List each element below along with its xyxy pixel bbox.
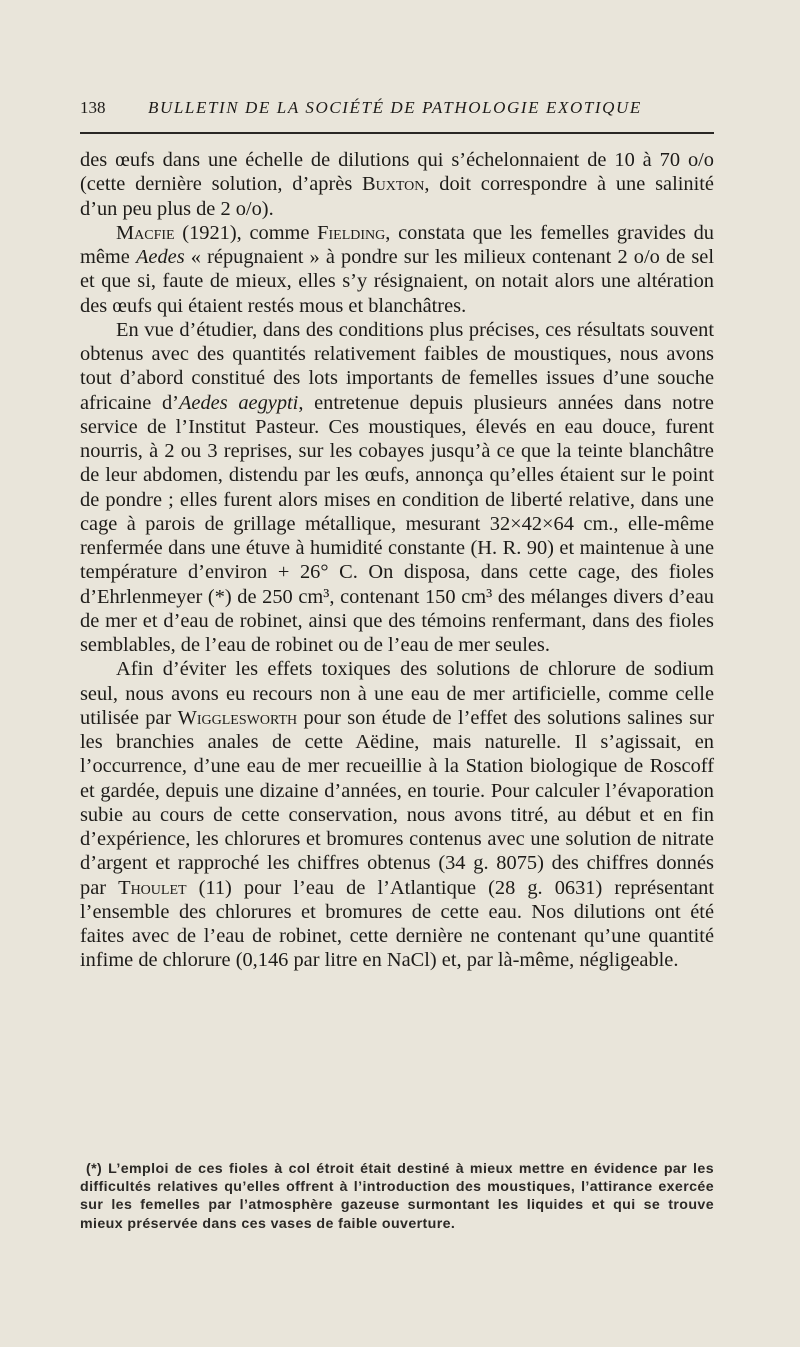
paragraph-2 [80,221,714,318]
p4-text-c: (11) pour l’eau de l’Atlantique (28 g. 0631) représentant l’ensemble des chlorures et bromures de cette eau. Nos dilutions ont été faites avec de l’eau de robinet, cette dernière ne contenant qu’une quantité infime de chlorure (0,146 par litre en NaCl) et, par là-même, négligeable. [80,876,714,972]
footnote [80,1160,714,1233]
p3-text-a: En vue d’étudier, dans des conditions plus précises, ces résultats souvent obtenus avec des quantités relativement faibles de moustiques, nous avons tout d’abord constitué des lots importants de femelles issues d’une souche africaine d’ [80,318,714,414]
body-text [80,148,714,973]
paragraph-4 [80,657,714,972]
author-fielding: Fielding [317,221,386,244]
running-title: BULLETIN DE LA SOCIÉTÉ DE PATHOLOGIE EXOTIQUE [148,98,642,117]
species-aedes-aegypti: Aedes aegypti [178,391,299,414]
paragraph-3 [80,318,714,658]
genus-aedes: Aedes [135,246,185,268]
author-macfie: Macfie [116,221,175,244]
p2-text-a: (1921), comme [174,221,318,244]
paragraph-1 [80,148,714,221]
author-buxton: Buxton [362,173,425,196]
p4-text-b: pour son étude de l’effet des solutions salines sur les branchies anales de cette Aëdine, mais naturelle. Il s’agissait, en l’occurrence, d’une eau de mer recueillie à la Station biologique de Roscoff et gardée, depuis une dizaine d’années, en tourie. Pour calculer l’évaporation subie au cours de cette conservation, nous avons titré, au début et en fin d’expérience, les chlorures et bromures contenus avec une solution de nitrate d’argent et rapproché les chiffres obtenus (34 g. 8075) des chiffres donnés par [80,706,715,899]
p4-text-a: Afin d’éviter les effets toxiques des solutions de chlorure de sodium seul, nous avons eu recours non à une eau de mer artificielle, comme celle utilisée par [80,658,714,729]
p2-text-c: « répugnaient » à pondre sur les milieux contenant 2 o/o de sel et que si, faute de mieux, elles s’y résignaient, on notait alors une altération des œufs qui étaient restés mous et blanchâtres. [80,246,715,317]
p1-end: , doit correspondre à une salinité d’un peu plus de 2 o/o). [80,173,714,220]
p2-text-b: , constata que les femelles gravides du même [80,221,714,268]
p1-text: des œufs dans une échelle de dilutions qui s’échelonnaient de 10 à 70 o/o (cette dernière solution, d’après [80,149,714,196]
author-thoulet: Thoulet [118,876,187,899]
p3-text-b: , entretenue depuis plusieurs années dans notre service de l’Institut Pasteur. Ces moustiques, élevés en eau douce, furent nourris, à 2 ou 3 reprises, sur les cobayes jusqu’à ce que la teinte blanchâtre de leur abdomen, distendu par les œufs, annonça qu’elles étaient sur le point de pondre ; elles furent alors mises en condition de liberté relative, dans une cage à parois de grillage métallique, mesurant 32×42×64 cm., elle-même renfermée dans une étuve à humidité constante (H. R. 90) et maintenue à une température d’environ + 26° C. On disposa, dans cette cage, des fioles d’Ehrlenmeyer (*) de 250 cm³, contenant 150 cm³ des mélanges divers d’eau de mer et d’eau de robinet, ainsi que des témoins renfermant, dans des fioles semblables, de l’eau de robinet ou de l’eau de mer seules. [80,391,714,656]
page-number: 138 [80,98,106,117]
footnote-text: (*) L’emploi de ces fioles à col étroit était destiné à mieux mettre en évidence par les difficultés relatives qu’elles offrent à l’introduction des moustiques, l’attirance exercée sur les femelles par l’atmosphère gazeuse surmontant les liquides et qui se trouve mieux préservée dans ces vases de faible ouverture. [80,1161,714,1232]
author-wigglesworth: Wigglesworth [177,706,298,729]
running-header [80,98,714,134]
